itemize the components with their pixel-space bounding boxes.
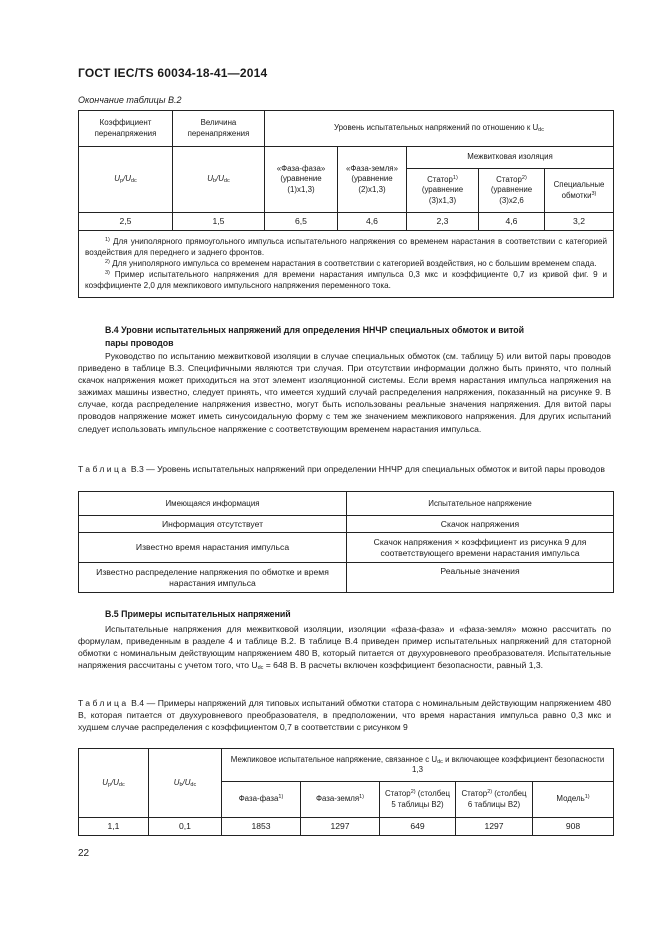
table-b2-cell: 2,5	[79, 213, 173, 231]
table-b2-phase-phase: «Фаза-фаза» (уравнение (1)х1,3)	[265, 147, 338, 213]
table-b2-phase-earth: «Фаза-земля» (уравнение (2)х1,3)	[338, 147, 407, 213]
table-b2-up-udc: $U_p/U_{dc}$	[79, 147, 173, 213]
table-b4-phase-phase: Фаза-фаза$^{1)}$	[222, 782, 301, 818]
table-b3-voltage-cell: Скачок напряжения × коэффициент из рисунка 9 для соответствующего времени нарастания импульса	[347, 533, 614, 563]
table-b3-info-cell: Информация отсутствует	[79, 516, 347, 533]
table-b2-cell: 3,2	[545, 213, 614, 231]
table-b2-note-3: $^{3)}$ Пример испытательного напряжения для времени нарастания импульса 0,3 мкс и коэффициенте 0,7 из кривой фиг. 9 и коэффициенте 2,0 для межпикового импульсного напряжения переменного тока.	[85, 270, 608, 290]
section-b4-heading: В.4 Уровни испытательных напряжений для определения ННЧР специальных обмоток и витой пары проводов	[105, 325, 525, 348]
table-b2-note-2: $^{2)}$ Для униполярного импульса со временем нарастания в соответствии с категорией воздействия, но с большим временем спада.	[105, 259, 597, 268]
table-b2-special-windings: Специальные обмотки$^{3)}$	[545, 169, 614, 213]
table-b4-cell: 1,1	[79, 818, 149, 836]
table-b4-stator1: Статор$^{2)}$ (столбец 5 таблицы В2)	[380, 782, 456, 818]
table-b3-voltage-cell: Скачок напряжения	[347, 516, 614, 533]
table-b2-cell: 1,5	[173, 213, 265, 231]
table-b3	[78, 491, 614, 593]
table-b2-cell: 4,6	[338, 213, 407, 231]
table-b2-stator2: Статор$^{2)}$ (уравнение (3)х2,6	[479, 169, 545, 213]
table-b2-stator1: Статор$^{1)}$ (уравнение (3)х1,3)	[407, 169, 479, 213]
table-b3-voltage-cell: Реальные значения	[347, 563, 614, 593]
table-b4-up-udc: $U_p/U_{dc}$	[79, 749, 149, 818]
table-b3-head-info: Имеющаяся информация	[79, 492, 347, 516]
table-b4-cell: 908	[533, 818, 614, 836]
table-b2-cell: 4,6	[479, 213, 545, 231]
table-b4-cell: 649	[380, 818, 456, 836]
table-b3-info-cell: Известно распределение напряжения по обмотке и время нарастания импульса	[79, 563, 347, 593]
table-b2-head-overvoltage-coef: Коэффициент перенапряжения	[79, 111, 173, 147]
table-b4-head-group: Межпиковое испытательное напряжение, связанное с $U_{dc}$ и включающее коэффициент безопасности 1,3	[222, 749, 614, 782]
section-b5-heading: В.5 Примеры испытательных напряжений	[105, 609, 291, 619]
table-b4-cell: 1297	[456, 818, 533, 836]
table-b4-phase-earth: Фаза-земля$^{1)}$	[301, 782, 380, 818]
table-b4-cell: 1297	[301, 818, 380, 836]
table-b2-cell: 6,5	[265, 213, 338, 231]
table-b4	[78, 748, 614, 836]
table-b4-model: Модель$^{1)}$	[533, 782, 614, 818]
table-b4-caption: Таблица В.4 — Примеры напряжений для типовых испытаний обмотки статора с номинальным действующим напряжением 480 В, которая питается от двухуровневого преобразователя, в предположении, что время нарастания импульса равно 0,3 мкс и худшем случае распределения с коэффициентом 0,7 в соответствии с рисунком 9	[78, 698, 611, 733]
table-b3-info-cell: Известно время нарастания импульса	[79, 533, 347, 563]
table-b3-head-voltage: Испытательное напряжение	[347, 492, 614, 516]
page-number: 22	[78, 848, 90, 859]
table-b2-interturn: Межвитковая изоляция	[407, 147, 614, 169]
table-b4-ub-udc: $U_b/U_{dc}$	[149, 749, 222, 818]
table-b2-head-test-level: Уровень испытательных напряжений по отношению к $U_{dc}$	[265, 111, 614, 147]
table-b2-cell: 2,3	[407, 213, 479, 231]
document-title: ГОСТ IEC/TS 60034-18-41—2014	[78, 66, 268, 80]
table-b3-caption: Таблица В.3 — Уровень испытательных напряжений при определении ННЧР для специальных обмоток и витой пары проводов	[78, 464, 605, 474]
table-b2	[78, 110, 614, 298]
table-b2-notes	[79, 231, 614, 298]
table-b2-note-1: $^{1)}$ Для униполярного прямоугольного импульса испытательного напряжения со временем нарастания в соответствии с категорией воздействия для переднего и заднего фронтов.	[85, 237, 608, 257]
table-b2-head-overvoltage-value: Величина перенапряжения	[173, 111, 265, 147]
table-b2-caption: Окончание таблицы В.2	[78, 95, 182, 105]
section-b5-paragraph: Испытательные напряжения для межвитковой изоляции, изоляции «фаза-фаза» и «фаза-земля» можно рассчитать по формулам, приведенным в разделе 4 и таблице В.2. В таблице В.4 приведен пример испытательных напряжений для статорной обмотки с номинальным действующим напряжением 480 В, который питается от двухуровневого преобразователя. Испытательные напряжения рассчитаны с учетом того, что $U_{dc} = 648$ В. В расчеты включен коэффициент безопасности, равный 1,3.	[78, 624, 611, 672]
table-b4-cell: 1853	[222, 818, 301, 836]
table-b4-cell: 0,1	[149, 818, 222, 836]
table-b2-ub-udc: $U_b/U_{dc}$	[173, 147, 265, 213]
table-b4-stator2: Статор$^{2)}$ (столбец 6 таблицы В2)	[456, 782, 533, 818]
section-b4-paragraph: Руководство по испытанию межвитковой изоляции в случае специальных обмоток (см. таблицу 5) или витой пары проводов приведено в таблице В.3. Специфичными являются три случая. При отсутствии информации должно быть принято, что полный скачок напряжения может приходиться на этот элемент изоляционной системы. Если время нарастания импульса напряжения на зажимах машины известно, следует принять, что имеется худший случай распределения напряжения, показанный на рисунке 9. В случае, когда распределение напряжения известно, могут быть использованы реальные значения напряжения. Для витой пары проводов напряжение может иметь синусоидальную форму с тем же значением межпикового напряжения. Для других испытаний следует использовать импульсное напряжение с соответствующим временем нарастания импульса.	[78, 351, 611, 434]
